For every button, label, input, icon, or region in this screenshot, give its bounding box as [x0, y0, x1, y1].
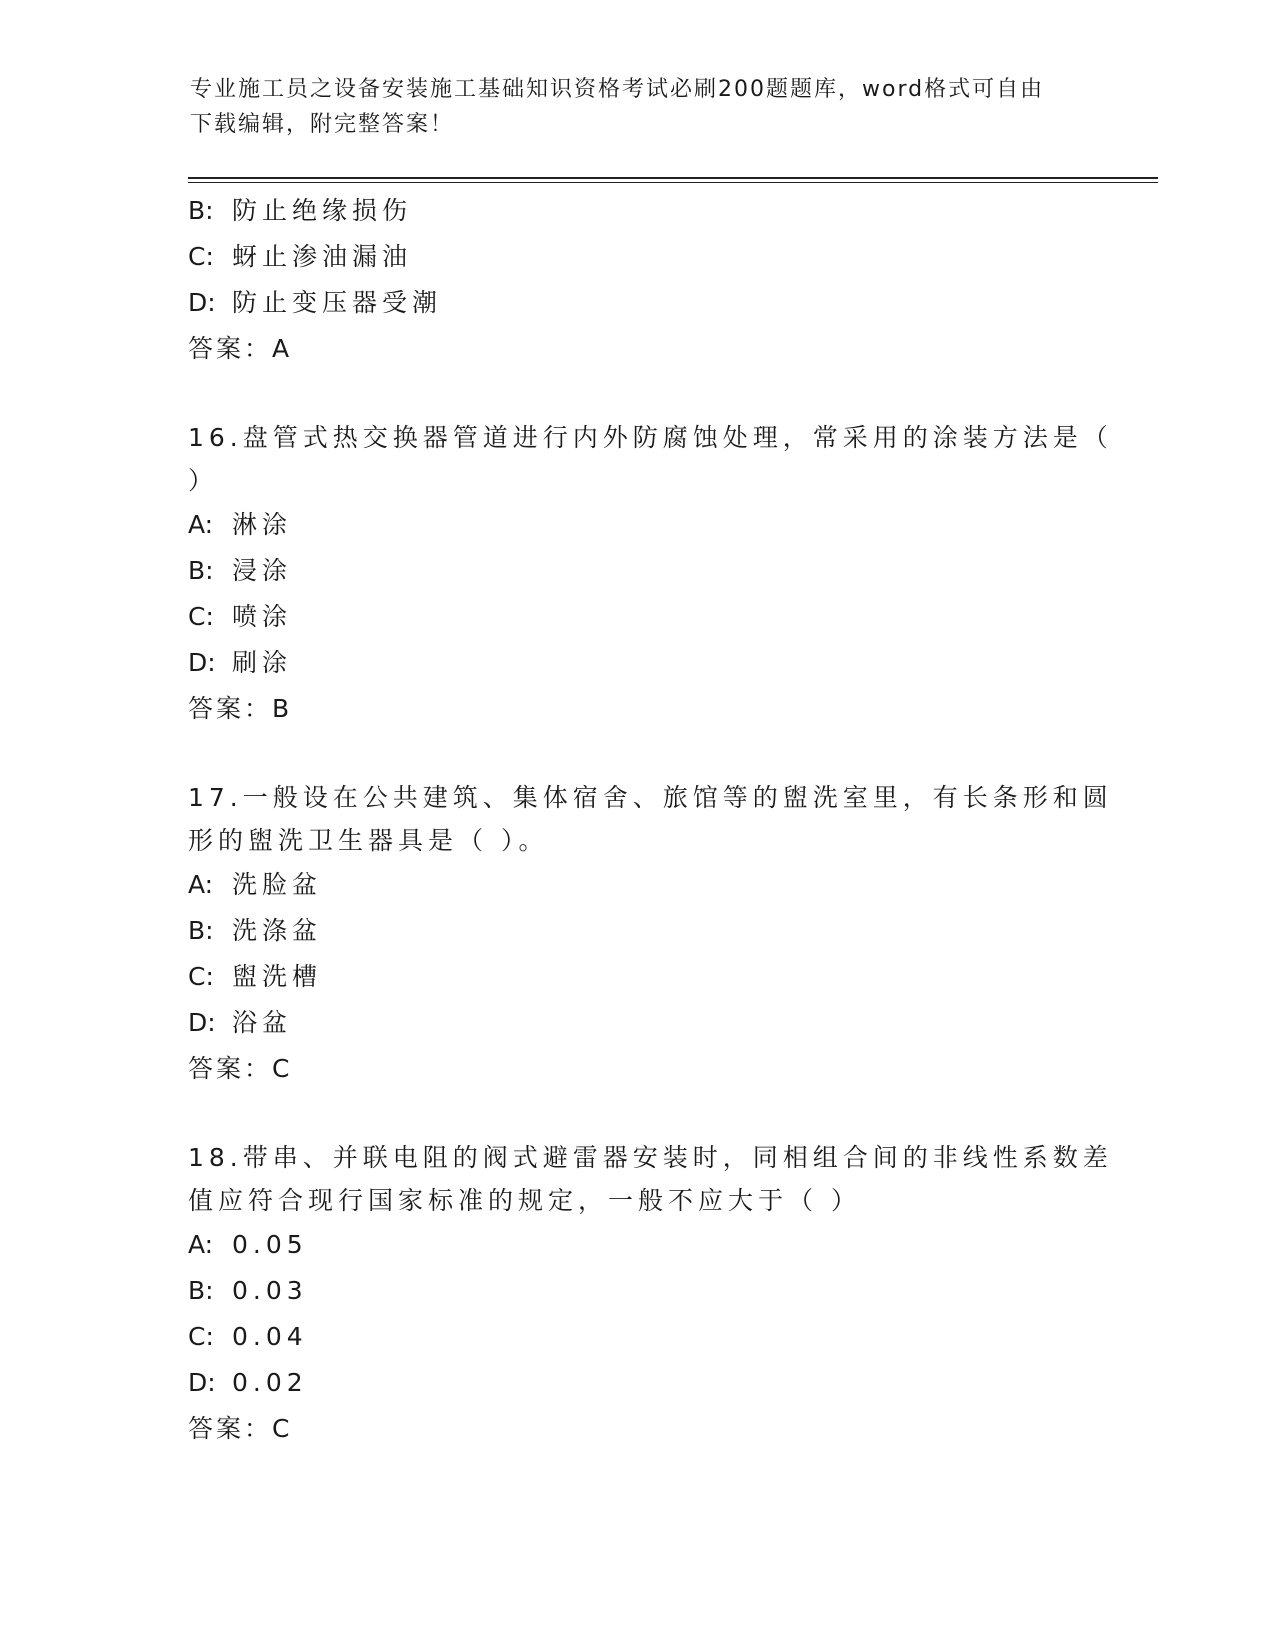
- option-text: 0.02: [232, 1368, 308, 1397]
- option-text: 浸涂: [232, 556, 293, 585]
- option-b: [188, 548, 1088, 594]
- option-a: [188, 502, 1088, 548]
- option-text: 防止变压器受潮: [232, 288, 443, 317]
- option-b: [188, 188, 1088, 234]
- answer-line: 答案：C: [188, 1414, 293, 1443]
- option-text: 0.03: [232, 1276, 308, 1305]
- question-16: [188, 416, 1113, 732]
- option-text: 喷涂: [232, 602, 293, 631]
- option-text: 盥洗槽: [232, 962, 323, 991]
- question-stem-line-1: 17.一般设在公共建筑、集体宿舍、旅馆等的盥洗室里，有长条形和圆: [188, 783, 1113, 812]
- answer-line: 答案：C: [188, 1054, 293, 1083]
- option-label: C:: [188, 242, 214, 271]
- option-a: [188, 1222, 1088, 1268]
- header-divider-thin: [188, 182, 1158, 183]
- question-stem-line-2: ）: [188, 466, 219, 495]
- option-d: [188, 280, 1088, 326]
- spacer: [188, 1092, 1088, 1136]
- option-b: [188, 908, 1088, 954]
- option-a: [188, 862, 1088, 908]
- option-c: [188, 594, 1088, 640]
- option-c: [188, 234, 1088, 280]
- option-label: C:: [188, 962, 214, 991]
- question-17: [188, 776, 1113, 1092]
- option-label: D:: [188, 648, 216, 677]
- option-d: [188, 1000, 1088, 1046]
- option-label: C:: [188, 1322, 214, 1351]
- option-text: 蚜止渗油漏油: [232, 242, 413, 271]
- option-text: 淋涂: [232, 510, 293, 539]
- option-text: 刷涂: [232, 648, 293, 677]
- answer-line: 答案：A: [188, 334, 293, 363]
- option-c: [188, 1314, 1088, 1360]
- option-label: B:: [188, 556, 214, 585]
- option-label: B:: [188, 1276, 214, 1305]
- option-label: A:: [188, 870, 214, 899]
- option-text: 浴盆: [232, 1008, 293, 1037]
- header-divider-thick: [188, 177, 1158, 179]
- answer-line: 答案：B: [188, 694, 293, 723]
- option-text: 防止绝缘损伤: [232, 196, 413, 225]
- option-label: B:: [188, 916, 214, 945]
- document-header: [190, 72, 1090, 142]
- header-line-1: 专业施工员之设备安装施工基础知识资格考试必刷200题题库，word格式可自由: [190, 77, 1045, 102]
- option-label: D:: [188, 1008, 216, 1037]
- option-text: 洗脸盆: [232, 870, 323, 899]
- option-b: [188, 1268, 1088, 1314]
- question-stem-line-2: 形的盥洗卫生器具是（ ）。: [188, 826, 549, 855]
- question-18: [188, 1136, 1113, 1452]
- option-label: B:: [188, 196, 214, 225]
- option-label: D:: [188, 1368, 216, 1397]
- header-line-2: 下载编辑，附完整答案！: [190, 112, 455, 137]
- option-text: 0.05: [232, 1230, 308, 1259]
- option-text: 0.04: [232, 1322, 308, 1351]
- option-label: A:: [188, 510, 214, 539]
- option-label: C:: [188, 602, 214, 631]
- option-text: 洗涤盆: [232, 916, 323, 945]
- spacer: [188, 372, 1088, 416]
- question-stem-line-1: 16.盘管式热交换器管道进行内外防腐蚀处理，常采用的涂装方法是（: [188, 423, 1113, 452]
- question-15-continued: [188, 188, 1088, 372]
- option-label: A:: [188, 1230, 214, 1259]
- question-stem-line-2: 值应符合现行国家标准的规定，一般不应大于（ ）: [188, 1186, 861, 1215]
- option-label: D:: [188, 288, 216, 317]
- spacer: [188, 732, 1088, 776]
- question-stem-line-1: 18.带串、并联电阻的阀式避雷器安装时，同相组合间的非线性系数差: [188, 1143, 1113, 1172]
- option-d: [188, 640, 1088, 686]
- question-list: [188, 188, 1113, 1452]
- option-c: [188, 954, 1088, 1000]
- option-d: [188, 1360, 1088, 1406]
